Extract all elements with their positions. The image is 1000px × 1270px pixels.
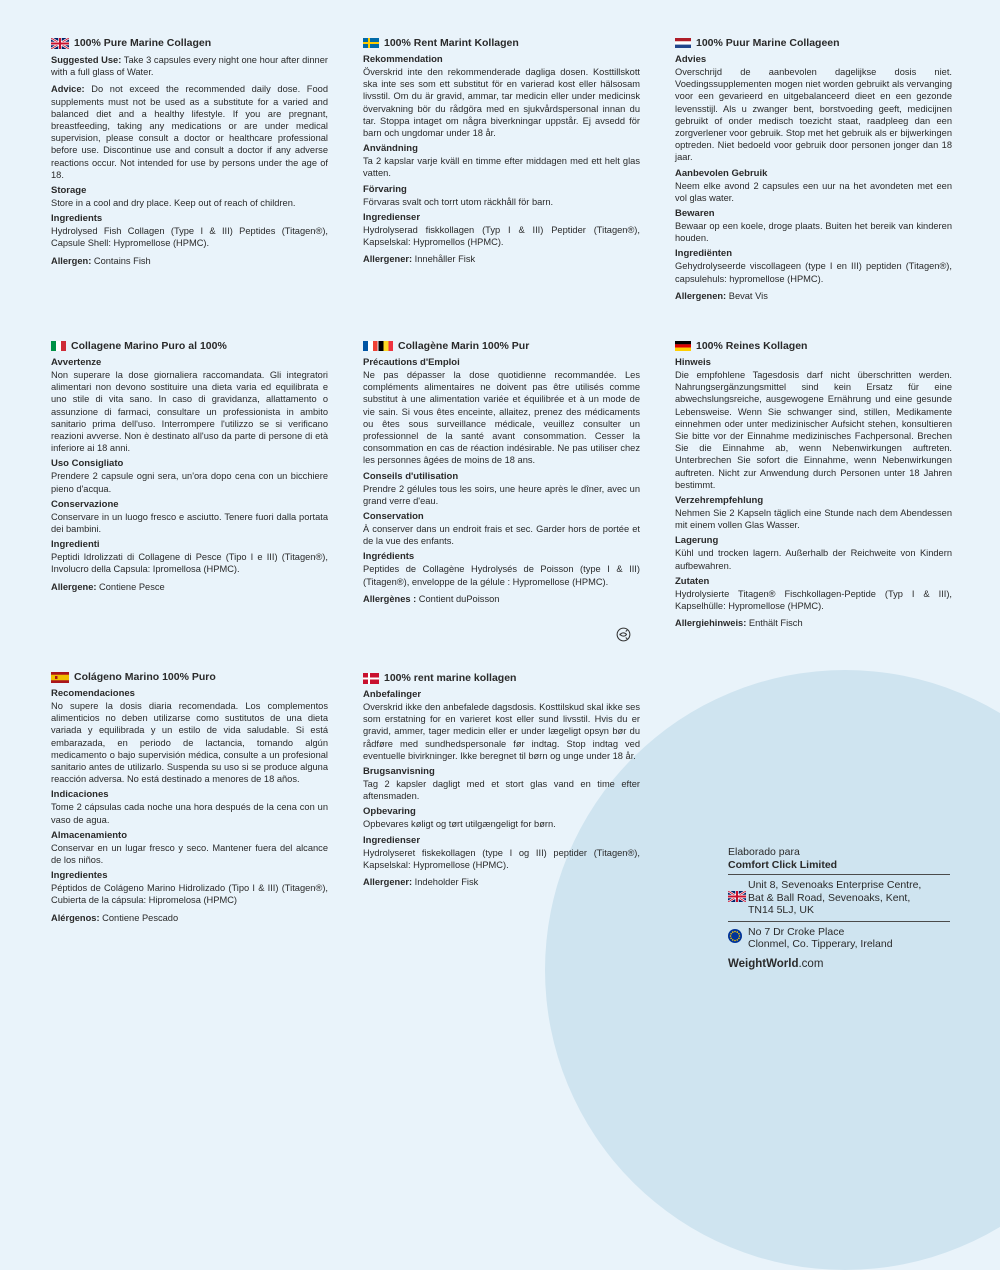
- inline-label: Allergener:: [363, 877, 413, 888]
- netherlands-flag-icon: [675, 38, 691, 48]
- inline-paragraph: [363, 253, 640, 265]
- block-heading: Användning: [363, 143, 418, 155]
- block-text: Conservare in un luogo fresco e asciutto. Tenere fuori dalla portata dei bambini.: [51, 511, 328, 535]
- block-heading: Ingredienti: [51, 539, 100, 551]
- inline-label: Allergen:: [51, 255, 92, 266]
- inline-paragraph: [675, 617, 952, 629]
- spain-flag-icon: [51, 672, 69, 682]
- address-line: Clonmel, Co. Tipperary, Ireland: [748, 938, 893, 950]
- block-text: Gehydrolyseerde viscollageen (type I en III) peptiden (Titagen®), capsulehuls: hypromellose (HPMC).: [675, 261, 952, 284]
- section-title: [363, 36, 640, 50]
- section-en: [51, 36, 328, 267]
- block-heading: Ingrédients: [363, 551, 415, 563]
- block-text: À conserver dans un endroit frais et sec. Garder hors de portée et de la vue des enfants.: [363, 524, 640, 547]
- block-text: Overschrijd de aanbevolen dagelijkse dosis niet. Voedingssupplementen mogen niet worden gebruikt als vervanging voor een gevarieerd en uitgebalanceerd dieet en een gezonde levensstijl. Als u zwanger bent, borstvoeding geeft, medicijnen gebruikt of onder medisch toezicht staat, raadpleeg dan een zorgverlener voor gebruik. Stop met het gebruik als er bijwerkingen optreden. Niet bedoeld voor gebruik door personen jonger dan 18 jaar.: [675, 67, 952, 163]
- block-text: Tome 2 cápsulas cada noche una hora después de la cena con un vaso de agua.: [51, 802, 328, 825]
- inline-paragraph: [675, 290, 952, 302]
- block-text: Prendere 2 capsule ogni sera, un'ora dopo cena con un bicchiere pieno d'acqua.: [51, 471, 328, 494]
- company-name: Comfort Click Limited: [728, 859, 950, 876]
- inline-paragraph: [363, 593, 640, 605]
- block-heading: Hinweis: [675, 357, 711, 368]
- block-text: No supere la dosis diaria recomendada. Los complementos alimenticios no deben utilizarse como sustitutos de una dieta variada y equilibrada y un estilo de vida saludable. Si está embarazada, en periodo de lactancia, tomando algún medicamento o bajo supervisión médica, consulte a un profesional sanitario antes de utilizarlo. Suspenda su uso si se produce alguna reacción adversa. No está destinado a menores de 18 años.: [51, 701, 328, 785]
- block-text: Hydrolyseret fiskekollagen (type I og III) peptider (Titagen®), Kapselskal: Hypromellose (HPMC).: [363, 847, 640, 870]
- block-heading: Indicaciones: [51, 789, 109, 801]
- block-text: Die empfohlene Tagesdosis darf nicht überschritten werden. Nahrungsergänzungsmittel sind kein Ersatz für eine abwechslungsreiche, ausgewogene Ernährung und eine gesunde Lebensweise. Wenn Sie schwanger sind, stillen, Medikamente einnehmen oder unter medizinischer Aufsicht stehen, konsultieren Sie bitte vor der Einnahme medizinisches Fachpersonal. Brechen Sie die Einnahme ab, wenn Nebenwirkungen auftreten. Unterbrechen Sie sofort die Einnahme, wenn Nebenwirkungen auftreten. Nicht zur Anwendung durch Personen unter 18 Jahren bestimmt.: [675, 370, 952, 490]
- address-text: [748, 926, 893, 951]
- section-title: [51, 670, 328, 684]
- section-title-text: 100% Rent Marint Kollagen: [384, 37, 519, 49]
- website-domain: .com: [798, 957, 824, 970]
- block-heading: Aanbevolen Gebruik: [675, 167, 768, 179]
- inline-text: Take 3 capsules every night one hour after dinner with a full glass of Water.: [51, 55, 328, 78]
- block-heading: Avvertenze: [51, 357, 102, 368]
- block-heading: Förvaring: [363, 183, 407, 195]
- section-de: [675, 339, 952, 629]
- section-nl: [675, 36, 952, 302]
- block-heading: Ingredientes: [51, 870, 108, 882]
- block-heading: Précautions d'Emploi: [363, 357, 460, 368]
- sweden-flag-icon: [363, 38, 379, 48]
- block-text: Store in a cool and dry place. Keep out of reach of children.: [51, 198, 296, 209]
- block-text: Överskrid inte den rekommenderade dagliga dosen. Kosttillskott ska inte ses som ett substitut för en varierad kost eller hälsosam livsstil. Om du är gravid, ammar, tar medicin eller under medicinsk övervakning bör du rådgöra med en sjukvårdspersonal innan du tar. Stoppa intaget om några biverkningar uppstår. Ej avsedd för barn och ungdomar under 18 år.: [363, 67, 640, 139]
- eu-flag-icon: [728, 929, 748, 947]
- section-title-text: Collagène Marin 100% Pur: [398, 340, 530, 352]
- section-title: [51, 339, 328, 353]
- block-text: Förvaras svalt och torrt utom räckhåll för barn.: [363, 196, 554, 207]
- section-sv: [363, 36, 640, 265]
- inline-text: Do not exceed the recommended daily dose. Food supplements must not be used as a substitute for a varied and balanced diet and a healthy lifestyle. If you are pregnant, breastfeeding, taking any medications or are under medical supervision, please consult a doctor or healthcare professional before use. Discontinue use and consult a doctor if any adverse reactions occur. Not intended for use by persons under the age of 18.: [51, 84, 328, 180]
- block-heading: Conservation: [363, 511, 424, 523]
- block-heading: Conseils d'utilisation: [363, 470, 459, 482]
- block-text: Non superare la dose giornaliera raccomandata. Gli integratori alimentari non devono sostituire una dieta varia ed equilibrata e uno stile di vita sano. In caso di gravidanza, allattamento o assunzione di farmaci, consultare un professionista in ambito sanitario prima dell'uso. Interrompere l'utilizzo se si verificano reazioni avverse. Non è destinato all'uso da parte di persone di età inferiore ai 18 anni.: [51, 370, 328, 454]
- inline-label: Alérgenos:: [51, 912, 100, 923]
- manufacturer-address: [728, 846, 950, 970]
- section-es: [51, 670, 328, 924]
- inline-text: Contient duPoisson: [416, 593, 500, 604]
- section-title: [363, 339, 640, 353]
- inline-text: Bevat Vis: [726, 290, 768, 301]
- block-heading: Lagerung: [675, 535, 719, 547]
- denmark-flag-icon: [363, 673, 379, 683]
- block-heading: Uso Consigliato: [51, 458, 124, 470]
- block-heading: Ingredients: [51, 213, 103, 225]
- block-heading: Advies: [675, 54, 707, 65]
- inline-paragraph: [51, 54, 328, 78]
- block-heading: Ingredienser: [363, 211, 421, 223]
- section-title: [675, 339, 952, 353]
- france-belgium-flag-icon: [363, 341, 393, 351]
- block-text: Ta 2 kapslar varje kväll en timme efter middagen med ett helt glas vatten.: [363, 156, 640, 179]
- inline-text: Contiene Pescado: [99, 912, 179, 923]
- inline-text: Innehåller Fisk: [412, 254, 476, 265]
- block-heading: Bewaren: [675, 208, 715, 220]
- inline-paragraph: [51, 255, 328, 267]
- block-heading: Anbefalinger: [363, 689, 422, 700]
- germany-flag-icon: [675, 341, 691, 351]
- block-text: Peptidi Idrolizzati di Collagene di Pesce (Tipo I e III) (Titagen®), Involucro della Capsula: Ipromellosa (HPMC).: [51, 552, 328, 575]
- block-heading: Recomendaciones: [51, 688, 135, 699]
- address-row: [728, 875, 950, 922]
- made-for-label: Elaborado para: [728, 846, 800, 858]
- address-line: No 7 Dr Croke Place: [748, 925, 845, 938]
- block-text: Hydrolysed Fish Collagen (Type I & III) Peptides (Titagen®), Capsule Shell: Hypromellose (HPMC).: [51, 226, 328, 249]
- inline-label: Allergiehinweis:: [675, 618, 747, 629]
- block-text: Opbevares køligt og tørt utilgængeligt for børn.: [363, 819, 556, 830]
- block-heading: Conservazione: [51, 498, 119, 510]
- block-heading: Opbevaring: [363, 806, 416, 818]
- block-text: Conservar en un lugar fresco y seco. Mantener fuera del alcance de los niños.: [51, 842, 328, 866]
- address-line: Bat & Ball Road, Sevenoaks, Kent,: [748, 891, 911, 904]
- section-title: [51, 36, 328, 50]
- inline-paragraph: [51, 912, 328, 924]
- block-heading: Brugsanvisning: [363, 766, 435, 778]
- block-text: Overskrid ikke den anbefalede dagsdosis. Kosttilskud skal ikke ses som erstatning for en varieret kost eller sund livsstil. Hvis du er gravid, ammer, tager medicin eller er under lægeligt opsyn bør du rådføre med sundhedspersonale før indtag. Stop indtag ved eventuelle bivirkninger. Ikke beregnet til børn og unge under 18 år.: [363, 702, 640, 761]
- block-text: Peptides de Collagène Hydrolysés de Poisson (type I & III) (Titagen®), enveloppe de la gélule : Hypromellose (HPMC).: [363, 564, 640, 587]
- block-text: Tag 2 kapsler dagligt med et stort glas vand en time efter aftensmaden.: [363, 779, 640, 802]
- block-text: Hydrolysierte Titagen® Fischkollagen-Peptide (Typ I & III), Kapselhülle: Hypromellose (HPMC).: [675, 588, 952, 612]
- block-heading: Zutaten: [675, 575, 710, 587]
- block-text: Nehmen Sie 2 Kapseln täglich eine Stunde nach dem Abendessen mit einem vollen Glas Wasser.: [675, 508, 952, 531]
- block-text: Ne pas dépasser la dose quotidienne recommandée. Les compléments alimentaires ne doivent pas être utilisés comme substitut à une alimentation variée et équilibrée et à un mode de vie sain. Si vous êtes enceinte, allaitez, prenez des médicaments ou êtes sous surveillance médicale, veuillez consulter un professionnel de la santé avant consommation. Cesser la consommation en cas de réaction indésirable. Ne pas utiliser chez les personnes âgées de moins de 18 ans.: [363, 370, 640, 466]
- section-title-text: 100% Reines Kollagen: [696, 340, 808, 352]
- address-text: [748, 879, 921, 917]
- section-title-text: 100% Pure Marine Collagen: [74, 37, 212, 49]
- section-title-text: Colágeno Marino 100% Puro: [74, 671, 216, 683]
- italy-flag-icon: [51, 341, 66, 351]
- block-text: Neem elke avond 2 capsules een uur na het avondeten met een vol glas water.: [675, 180, 952, 203]
- inline-label: Allergener:: [363, 254, 413, 265]
- uk-flag-icon: [51, 38, 69, 48]
- inline-paragraph: [363, 876, 640, 888]
- section-it: [51, 339, 328, 593]
- inline-label: Suggested Use:: [51, 55, 122, 65]
- website-brand: WeightWorld: [728, 957, 799, 970]
- section-title-text: Collagene Marino Puro al 100%: [71, 340, 227, 352]
- fish-licence-icon: [616, 627, 631, 642]
- inline-paragraph: [51, 83, 328, 181]
- section-title: [675, 36, 952, 50]
- block-heading: Almacenamiento: [51, 829, 128, 841]
- inline-label: Allergenen:: [675, 290, 727, 301]
- block-text: Hydrolyserad fiskkollagen (Typ I & III) Peptider (Titagen®), Kapselskal: Hypromellos (HPMC).: [363, 224, 640, 248]
- section-title-text: 100% Puur Marine Collageen: [696, 37, 840, 49]
- address-line: Unit 8, Sevenoaks Enterprise Centre,: [748, 879, 922, 891]
- block-heading: Ingredienser: [363, 834, 421, 846]
- inline-text: Indeholder Fisk: [412, 877, 479, 888]
- website: [728, 958, 950, 971]
- inline-paragraph: [51, 581, 328, 593]
- block-heading: Rekommendation: [363, 54, 443, 65]
- section-da: [363, 671, 640, 888]
- section-title: [363, 671, 640, 685]
- inline-label: Advice:: [51, 84, 85, 95]
- address-line: TN14 5LJ, UK: [748, 904, 814, 916]
- inline-label: Allergènes :: [363, 593, 417, 604]
- uk-flag-icon: [728, 891, 748, 906]
- inline-text: Contains Fish: [91, 255, 151, 266]
- block-text: Péptidos de Colágeno Marino Hidrolizado (Tipo I & III) (Titagen®), Cubierta de la cápsula: Hipromelosa (HPMC): [51, 883, 328, 906]
- section-title-text: 100% rent marine kollagen: [384, 672, 517, 684]
- section-fr: [363, 339, 640, 605]
- block-heading: Ingrediënten: [675, 248, 733, 260]
- block-text: Prendre 2 gélules tous les soirs, une heure après le dîner, avec un grand verre d'eau.: [363, 483, 640, 506]
- block-text: Kühl und trocken lagern. Außerhalb der Reichweite von Kindern aufbewahren.: [675, 548, 952, 571]
- inline-text: Contiene Pesce: [96, 581, 165, 592]
- inline-label: Allergene:: [51, 581, 97, 592]
- block-heading: Verzehrempfehlung: [675, 495, 764, 507]
- block-text: Bewaar op een koele, droge plaats. Buiten het bereik van kinderen houden.: [675, 221, 952, 244]
- block-heading: Storage: [51, 185, 87, 197]
- inline-text: Enthält Fisch: [746, 618, 803, 629]
- address-row: [728, 922, 950, 955]
